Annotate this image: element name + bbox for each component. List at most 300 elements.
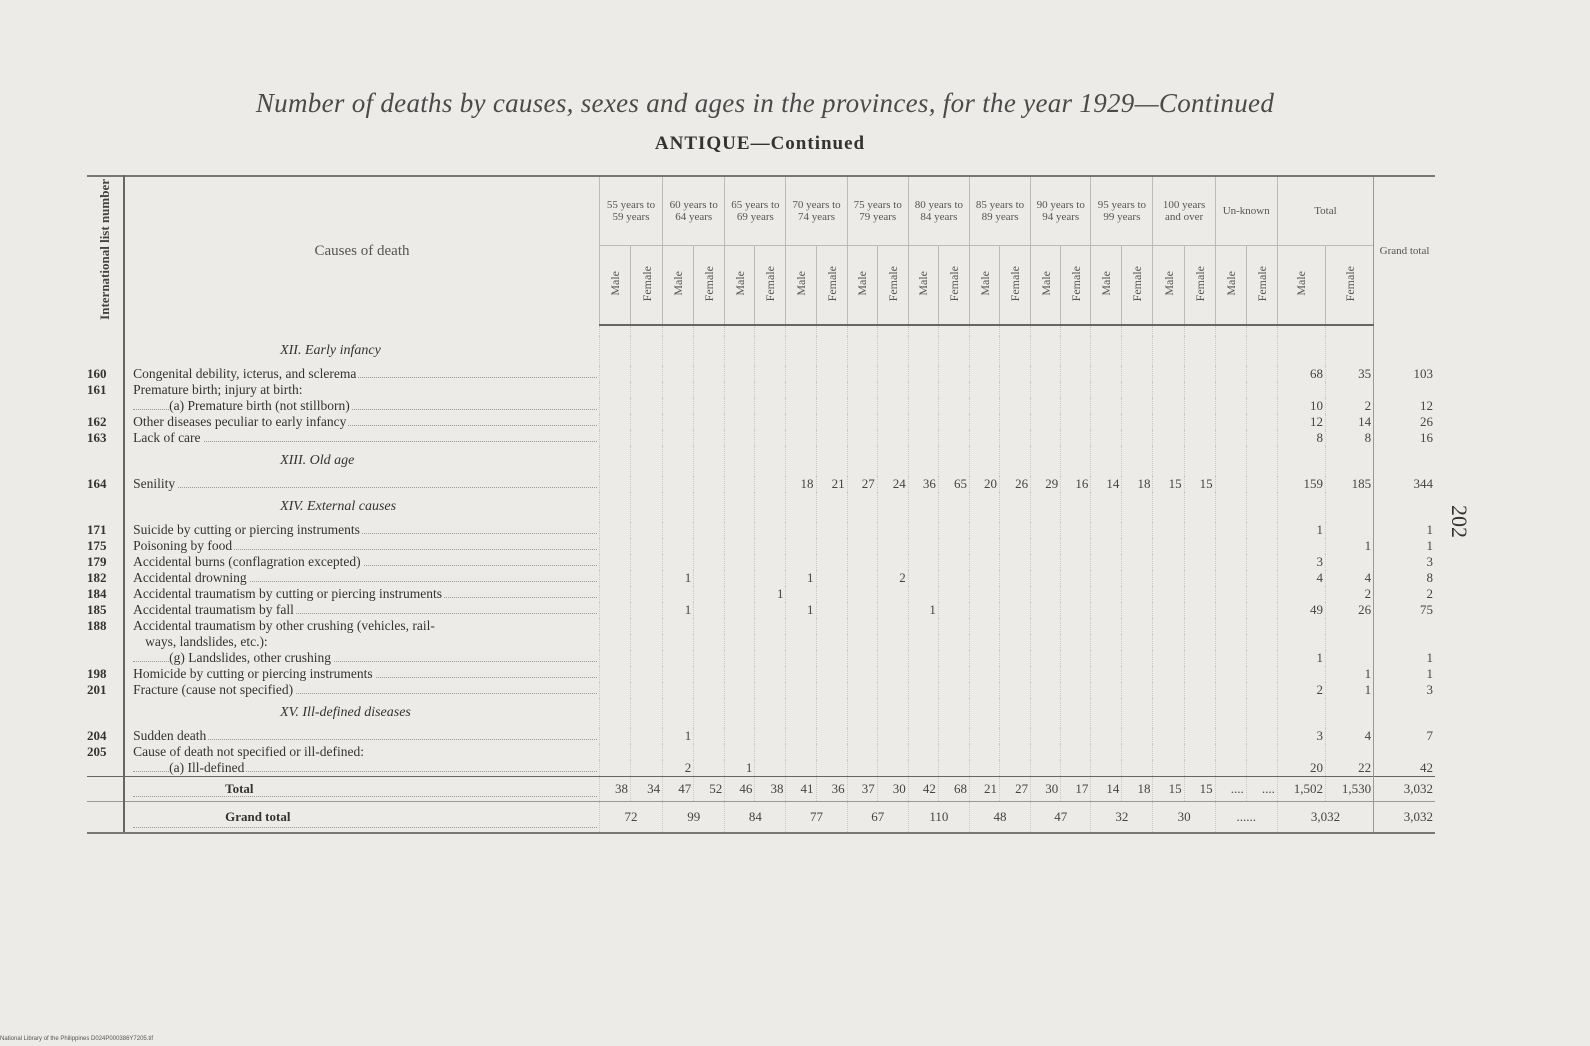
table-cell xyxy=(725,698,755,728)
grand-total-cell xyxy=(1374,492,1435,522)
table-cell xyxy=(847,446,877,476)
value-cell xyxy=(877,728,908,744)
value-cell xyxy=(1122,682,1153,698)
value-cell xyxy=(694,618,725,634)
value-cell xyxy=(1153,430,1184,446)
value-cell: 159 xyxy=(1277,476,1325,492)
value-cell xyxy=(1153,398,1184,414)
spacer-cell xyxy=(969,325,999,336)
value-cell xyxy=(786,666,816,682)
value-cell xyxy=(694,476,725,492)
female-header-label: Female xyxy=(1068,265,1083,301)
table-cell xyxy=(1122,336,1153,366)
grand-total-cell: 3 xyxy=(1374,554,1435,570)
row-number: 162 xyxy=(87,414,124,430)
cause-cell xyxy=(124,650,599,666)
value-cell xyxy=(908,682,938,698)
age-group-header: Total xyxy=(1277,176,1373,245)
total-value-cell: 15 xyxy=(1184,776,1215,801)
value-cell xyxy=(631,602,663,618)
grand-total-cell: 7 xyxy=(1374,728,1435,744)
male-header-label: Male xyxy=(855,271,870,296)
value-cell xyxy=(1246,382,1277,398)
value-cell xyxy=(877,760,908,777)
value-cell xyxy=(786,554,816,570)
age-group-header: 95 years to 99 years xyxy=(1091,176,1153,245)
spacer-cell xyxy=(877,325,908,336)
value-cell xyxy=(599,682,630,698)
value-cell xyxy=(816,760,847,777)
spacer-cell xyxy=(755,325,786,336)
table-cell xyxy=(847,698,877,728)
value-cell: 65 xyxy=(938,476,969,492)
grand-total-cell xyxy=(1374,618,1435,634)
row-number xyxy=(87,760,124,777)
value-cell xyxy=(599,744,630,760)
cause-cell xyxy=(124,538,599,554)
grand-total-cell: 1 xyxy=(1374,522,1435,538)
table-cell xyxy=(1061,698,1091,728)
spacer-row xyxy=(87,325,1435,336)
female-header xyxy=(631,245,663,325)
table-cell xyxy=(786,492,816,522)
value-cell xyxy=(1246,476,1277,492)
value-cell xyxy=(1246,744,1277,760)
female-header xyxy=(1184,245,1215,325)
value-cell xyxy=(725,618,755,634)
value-cell xyxy=(725,586,755,602)
value-cell xyxy=(1246,414,1277,430)
table-cell xyxy=(938,336,969,366)
value-cell xyxy=(1091,398,1122,414)
value-cell xyxy=(786,634,816,650)
value-cell xyxy=(1215,538,1246,554)
table-cell xyxy=(694,698,725,728)
female-header xyxy=(1122,245,1153,325)
table-cell xyxy=(725,446,755,476)
value-cell: 68 xyxy=(1277,366,1325,382)
value-cell xyxy=(631,414,663,430)
spacer-cell xyxy=(938,325,969,336)
value-cell xyxy=(1000,382,1031,398)
value-cell xyxy=(1153,728,1184,744)
value-cell xyxy=(1000,366,1031,382)
male-header-label: Male xyxy=(977,271,992,296)
value-cell xyxy=(938,366,969,382)
spacer-cell xyxy=(786,325,816,336)
female-header xyxy=(1000,245,1031,325)
value-cell xyxy=(1091,522,1122,538)
male-header-label: Male xyxy=(607,271,622,296)
value-cell xyxy=(786,650,816,666)
value-cell xyxy=(1184,728,1215,744)
spacer-cell xyxy=(1325,325,1373,336)
value-cell: 2 xyxy=(1325,398,1373,414)
deaths-table xyxy=(87,175,1435,834)
female-header-label: Female xyxy=(885,265,900,301)
value-cell xyxy=(725,554,755,570)
table-cell xyxy=(1277,492,1325,522)
grand-total-value-cell: 67 xyxy=(847,801,908,833)
value-cell xyxy=(969,414,999,430)
value-cell xyxy=(1277,744,1325,760)
table-cell xyxy=(1325,446,1373,476)
value-cell: 22 xyxy=(1325,760,1373,777)
value-cell xyxy=(1277,634,1325,650)
cause-label: Fracture (cause not specified) xyxy=(133,681,294,697)
total-value-cell: 34 xyxy=(631,776,663,801)
value-cell xyxy=(1153,522,1184,538)
value-cell: 2 xyxy=(1277,682,1325,698)
value-cell: 18 xyxy=(786,476,816,492)
value-cell xyxy=(1122,554,1153,570)
value-cell xyxy=(725,744,755,760)
value-cell xyxy=(694,366,725,382)
table-cell xyxy=(663,336,694,366)
value-cell: 8 xyxy=(1277,430,1325,446)
value-cell xyxy=(786,382,816,398)
value-cell xyxy=(725,366,755,382)
value-cell xyxy=(694,414,725,430)
value-cell xyxy=(1000,650,1031,666)
value-cell xyxy=(663,586,694,602)
row-number: 163 xyxy=(87,430,124,446)
value-cell xyxy=(725,522,755,538)
row-number: 161 xyxy=(87,382,124,398)
value-cell xyxy=(969,430,999,446)
table-cell xyxy=(816,698,847,728)
value-cell: 10 xyxy=(1277,398,1325,414)
value-cell xyxy=(1122,586,1153,602)
value-cell xyxy=(1122,618,1153,634)
value-cell xyxy=(969,570,999,586)
table-cell xyxy=(908,446,938,476)
value-cell xyxy=(969,744,999,760)
table-row xyxy=(87,570,1435,586)
value-cell: 26 xyxy=(1325,602,1373,618)
intl-number-header xyxy=(87,176,124,325)
total-value-cell: 38 xyxy=(599,776,630,801)
value-cell xyxy=(1184,382,1215,398)
value-cell xyxy=(1031,570,1061,586)
female-header xyxy=(755,245,786,325)
value-cell xyxy=(599,398,630,414)
cause-cell xyxy=(124,586,599,602)
grand-total-label: Grand total xyxy=(225,808,291,824)
value-cell xyxy=(1122,634,1153,650)
value-cell xyxy=(969,586,999,602)
value-cell xyxy=(816,430,847,446)
value-cell: 4 xyxy=(1325,570,1373,586)
value-cell xyxy=(1091,430,1122,446)
cause-label: Senility xyxy=(133,475,176,491)
value-cell xyxy=(1246,682,1277,698)
total-value-cell: 42 xyxy=(908,776,938,801)
value-cell xyxy=(938,666,969,682)
value-cell xyxy=(1325,554,1373,570)
male-header xyxy=(786,245,816,325)
value-cell: 2 xyxy=(663,760,694,777)
cause-cell xyxy=(124,666,599,682)
value-cell xyxy=(1184,666,1215,682)
table-body xyxy=(87,325,1435,833)
value-cell xyxy=(1215,554,1246,570)
value-cell xyxy=(663,538,694,554)
value-cell xyxy=(755,650,786,666)
cause-label: Congenital debility, icterus, and sclerema xyxy=(133,365,357,381)
value-cell xyxy=(1153,760,1184,777)
grand-total-cell: 8 xyxy=(1374,570,1435,586)
age-group-header: 100 years and over xyxy=(1153,176,1215,245)
grand-total-cell: 3 xyxy=(1374,682,1435,698)
value-cell xyxy=(969,382,999,398)
table-cell xyxy=(1153,492,1184,522)
spacer-cell xyxy=(725,325,755,336)
value-cell xyxy=(599,522,630,538)
value-cell xyxy=(725,414,755,430)
male-header-label: Male xyxy=(1099,271,1114,296)
header-row-age-groups xyxy=(87,176,1435,245)
spacer-cell xyxy=(1374,325,1435,336)
value-cell xyxy=(725,666,755,682)
value-cell xyxy=(755,554,786,570)
row-number xyxy=(87,398,124,414)
table-cell xyxy=(755,336,786,366)
value-cell xyxy=(877,602,908,618)
value-cell xyxy=(969,398,999,414)
value-cell xyxy=(1122,666,1153,682)
table-cell xyxy=(877,492,908,522)
value-cell xyxy=(877,586,908,602)
spacer-cell xyxy=(1031,325,1061,336)
age-group-header: Un-known xyxy=(1215,176,1277,245)
value-cell xyxy=(816,650,847,666)
table-cell xyxy=(1215,336,1246,366)
value-cell xyxy=(847,366,877,382)
value-cell xyxy=(1091,728,1122,744)
value-cell xyxy=(1215,366,1246,382)
value-cell xyxy=(908,666,938,682)
table-cell xyxy=(816,336,847,366)
table-cell xyxy=(1091,698,1122,728)
value-cell xyxy=(908,382,938,398)
value-cell xyxy=(1215,430,1246,446)
value-cell xyxy=(938,398,969,414)
spacer-cell xyxy=(1122,325,1153,336)
row-number: 205 xyxy=(87,744,124,760)
value-cell xyxy=(1215,414,1246,430)
value-cell xyxy=(1031,586,1061,602)
value-cell: 1 xyxy=(1325,538,1373,554)
value-cell xyxy=(631,366,663,382)
value-cell xyxy=(1184,650,1215,666)
value-cell xyxy=(599,666,630,682)
grand-total-cell: 103 xyxy=(1374,366,1435,382)
value-cell xyxy=(1184,570,1215,586)
female-header xyxy=(1061,245,1091,325)
table-cell xyxy=(1000,336,1031,366)
value-cell xyxy=(631,618,663,634)
value-cell xyxy=(599,366,630,382)
female-header-label: Female xyxy=(1342,265,1357,301)
value-cell xyxy=(755,682,786,698)
value-cell xyxy=(877,554,908,570)
value-cell xyxy=(1246,728,1277,744)
table-cell xyxy=(786,446,816,476)
grand-total-cell: 1 xyxy=(1374,650,1435,666)
table-row xyxy=(87,728,1435,744)
row-number: 198 xyxy=(87,666,124,682)
value-cell xyxy=(816,744,847,760)
value-cell xyxy=(1246,366,1277,382)
table-cell xyxy=(1061,492,1091,522)
value-cell xyxy=(1000,666,1031,682)
value-cell: 36 xyxy=(908,476,938,492)
row-number: 160 xyxy=(87,366,124,382)
value-cell xyxy=(1153,538,1184,554)
cause-label: (a) Premature birth (not stillborn) xyxy=(169,397,350,413)
value-cell xyxy=(938,522,969,538)
value-cell xyxy=(599,382,630,398)
value-cell xyxy=(1091,650,1122,666)
value-cell xyxy=(908,728,938,744)
value-cell xyxy=(847,618,877,634)
grand-total-cell: 16 xyxy=(1374,430,1435,446)
value-cell xyxy=(663,744,694,760)
grand-total-value-cell: 47 xyxy=(1031,801,1091,833)
table-row xyxy=(87,602,1435,618)
value-cell xyxy=(1246,538,1277,554)
grand-total-cell: 12 xyxy=(1374,398,1435,414)
value-cell xyxy=(786,398,816,414)
table-cell xyxy=(663,698,694,728)
table-row xyxy=(87,476,1435,492)
section-heading-row xyxy=(87,336,1435,366)
value-cell xyxy=(1091,682,1122,698)
value-cell xyxy=(1061,760,1091,777)
value-cell xyxy=(599,618,630,634)
row-number: 204 xyxy=(87,728,124,744)
value-cell xyxy=(969,728,999,744)
cause-label: Sudden death xyxy=(133,727,207,743)
row-number: 201 xyxy=(87,682,124,698)
cause-label: Accidental drowning xyxy=(133,569,247,585)
value-cell xyxy=(816,634,847,650)
table-cell xyxy=(1000,446,1031,476)
value-cell xyxy=(969,682,999,698)
value-cell xyxy=(1061,430,1091,446)
table-cell xyxy=(1061,336,1091,366)
value-cell xyxy=(877,398,908,414)
value-cell xyxy=(694,586,725,602)
female-header xyxy=(877,245,908,325)
total-value-cell: 68 xyxy=(938,776,969,801)
female-header xyxy=(938,245,969,325)
section-heading: XIII. Old age xyxy=(124,446,599,476)
table-cell xyxy=(1031,336,1061,366)
value-cell xyxy=(1277,666,1325,682)
male-header-label: Male xyxy=(1038,271,1053,296)
table-cell xyxy=(631,698,663,728)
value-cell xyxy=(938,728,969,744)
value-cell xyxy=(755,430,786,446)
value-cell xyxy=(1061,650,1091,666)
spacer-cell xyxy=(599,325,630,336)
value-cell xyxy=(1184,618,1215,634)
value-cell xyxy=(877,666,908,682)
spacer-cell xyxy=(631,325,663,336)
value-cell xyxy=(1000,744,1031,760)
value-cell xyxy=(847,430,877,446)
value-cell: 20 xyxy=(969,476,999,492)
table-cell xyxy=(908,492,938,522)
value-cell: 1 xyxy=(908,602,938,618)
value-cell xyxy=(1000,586,1031,602)
grand-total-value-cell: 3,032 xyxy=(1277,801,1373,833)
value-cell xyxy=(1000,554,1031,570)
value-cell xyxy=(1184,414,1215,430)
male-header xyxy=(599,245,630,325)
value-cell xyxy=(1000,430,1031,446)
male-header xyxy=(1277,245,1325,325)
value-cell xyxy=(877,366,908,382)
value-cell xyxy=(786,682,816,698)
cause-cell xyxy=(124,682,599,698)
section-heading: XII. Early infancy xyxy=(124,336,599,366)
value-cell xyxy=(725,476,755,492)
male-header xyxy=(1091,245,1122,325)
value-cell xyxy=(1091,602,1122,618)
value-cell: 35 xyxy=(1325,366,1373,382)
value-cell xyxy=(631,728,663,744)
value-cell xyxy=(816,602,847,618)
value-cell xyxy=(1153,586,1184,602)
value-cell xyxy=(938,554,969,570)
spacer-cell xyxy=(124,325,599,336)
value-cell xyxy=(755,538,786,554)
value-cell xyxy=(1246,760,1277,777)
value-cell: 1 xyxy=(786,602,816,618)
value-cell xyxy=(694,538,725,554)
value-cell xyxy=(755,398,786,414)
value-cell: 27 xyxy=(847,476,877,492)
value-cell xyxy=(755,618,786,634)
page-title: Number of deaths by causes, sexes and ages in the provinces, for the year 1929—Continued xyxy=(255,88,1275,118)
value-cell xyxy=(631,554,663,570)
value-cell xyxy=(1215,602,1246,618)
value-cell xyxy=(1031,744,1061,760)
value-cell: 16 xyxy=(1061,476,1091,492)
value-cell xyxy=(1031,666,1061,682)
value-cell xyxy=(663,618,694,634)
value-cell xyxy=(631,430,663,446)
table-cell xyxy=(969,492,999,522)
female-header xyxy=(1325,245,1373,325)
grand-total-value-cell: 32 xyxy=(1091,801,1153,833)
table-cell xyxy=(1031,446,1061,476)
cause-cell xyxy=(124,430,599,446)
value-cell xyxy=(725,728,755,744)
grand-total-cell: 1 xyxy=(1374,666,1435,682)
value-cell xyxy=(1246,586,1277,602)
value-cell xyxy=(1153,650,1184,666)
age-group-header: 60 years to 64 years xyxy=(663,176,725,245)
value-cell xyxy=(908,398,938,414)
total-grand-cell: 3,032 xyxy=(1374,776,1435,801)
causes-header: Causes of death xyxy=(124,176,599,325)
male-header-label: Male xyxy=(1161,271,1176,296)
value-cell xyxy=(877,430,908,446)
